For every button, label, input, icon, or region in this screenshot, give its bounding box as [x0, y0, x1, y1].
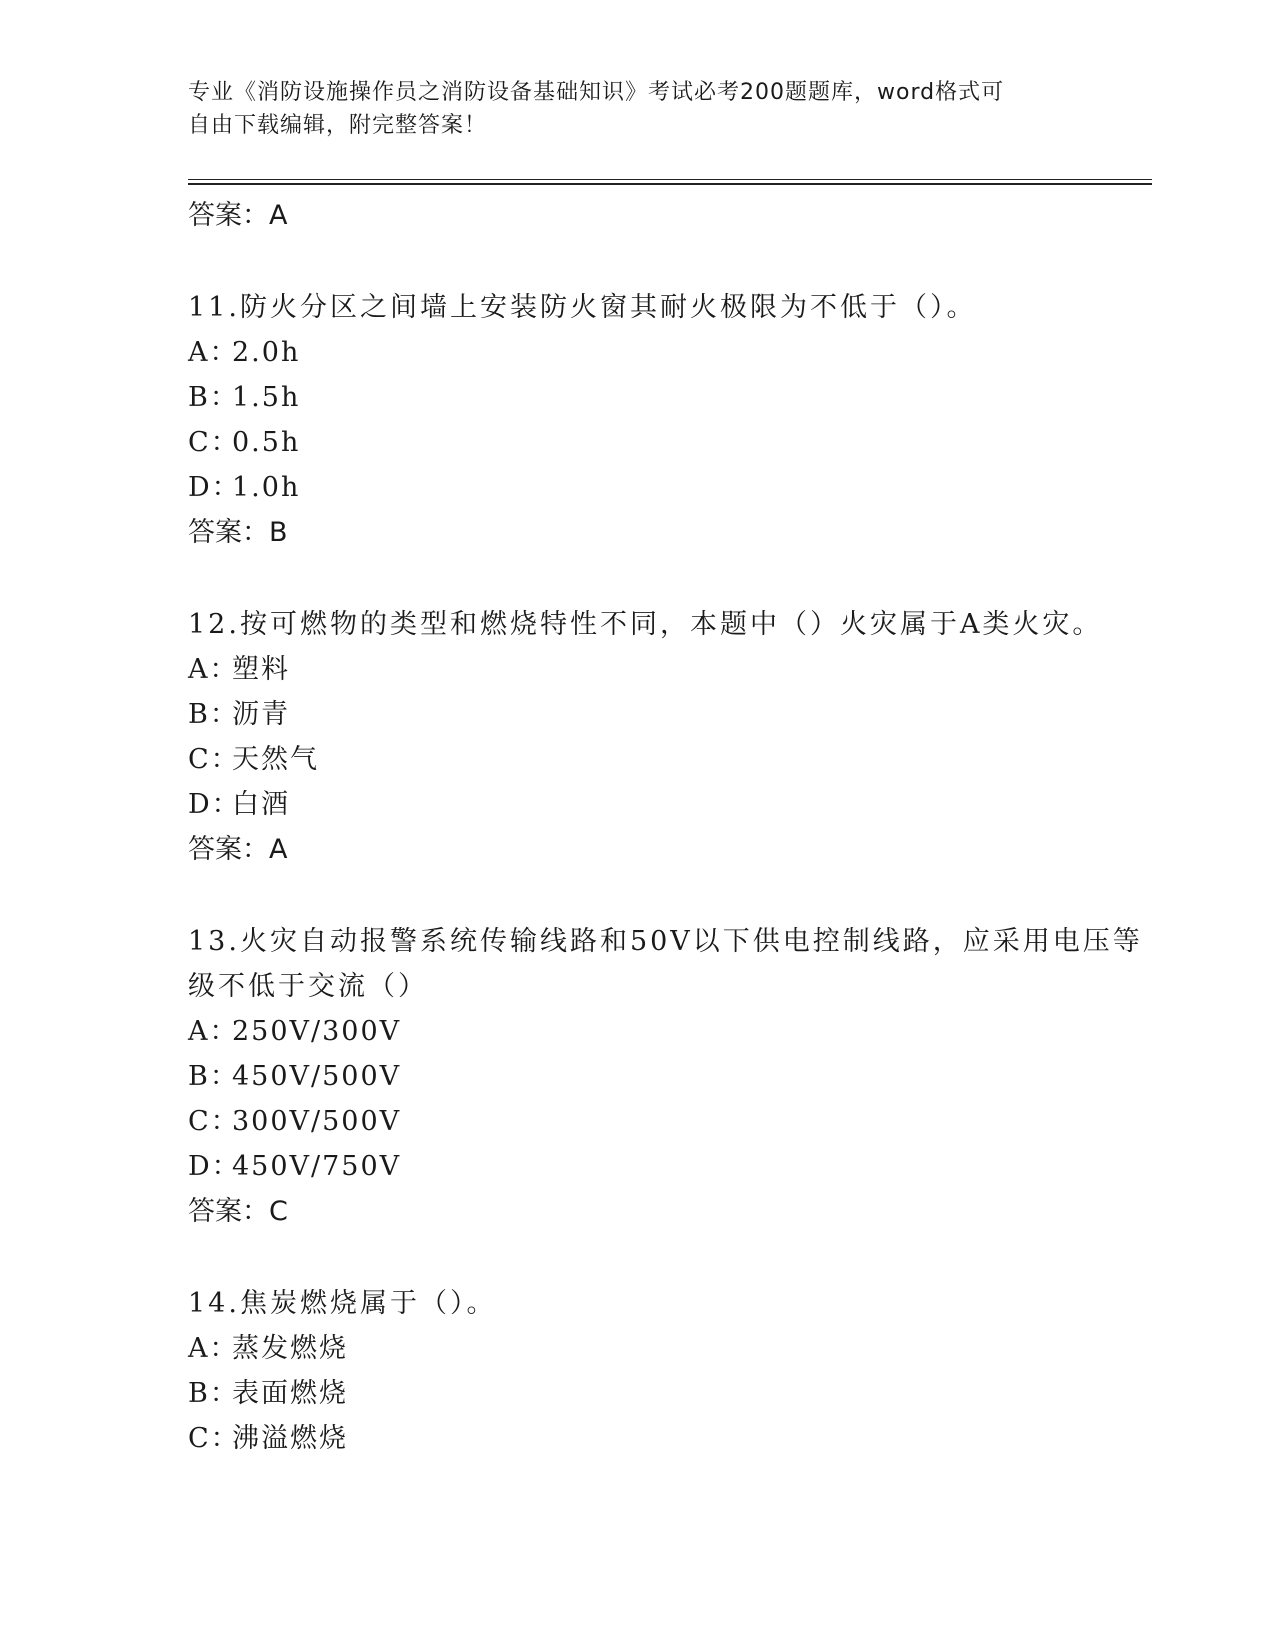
option-text: 300V/500V	[232, 1106, 402, 1137]
option-key: C：	[188, 1106, 240, 1137]
answer-line: 答案：A	[188, 834, 288, 865]
option-key: A：	[188, 654, 239, 685]
option-key: B：	[188, 699, 239, 730]
option-key: D：	[188, 1151, 241, 1182]
option-text: 沥青	[232, 699, 290, 730]
option-text: 沸溢燃烧	[232, 1423, 348, 1454]
option-b	[188, 1371, 1152, 1416]
option-text: 1.0h	[232, 472, 301, 503]
answer-line: 答案：C	[188, 1196, 288, 1227]
option-c	[188, 1416, 1152, 1461]
option-text: 2.0h	[232, 337, 301, 368]
header-divider-thin	[188, 179, 1152, 180]
question-stem: 14.焦炭燃烧属于（）。	[188, 1288, 497, 1319]
option-c	[188, 420, 1152, 465]
option-text: 蒸发燃烧	[232, 1333, 348, 1364]
option-b	[188, 1054, 1152, 1099]
option-b	[188, 375, 1152, 420]
option-text: 天然气	[232, 744, 319, 775]
option-text: 250V/300V	[232, 1016, 402, 1047]
question-14	[188, 1281, 1152, 1461]
option-text: 表面燃烧	[232, 1378, 348, 1409]
option-key: C：	[188, 1423, 240, 1454]
option-a	[188, 1009, 1152, 1054]
option-key: B：	[188, 382, 239, 413]
option-a	[188, 330, 1152, 375]
option-key: C：	[188, 427, 240, 458]
option-key: A：	[188, 1333, 239, 1364]
question-13	[188, 919, 1152, 1235]
question-list	[188, 193, 1152, 1461]
option-text: 450V/500V	[232, 1061, 402, 1092]
option-a	[188, 647, 1152, 692]
header-line-2: 自由下载编辑，附完整答案！	[188, 113, 488, 138]
option-key: B：	[188, 1378, 239, 1409]
option-c	[188, 1099, 1152, 1144]
header-divider-thick	[188, 183, 1152, 185]
question-12	[188, 602, 1152, 873]
question-stem: 12.按可燃物的类型和燃烧特性不同，本题中（）火灾属于A类火灾。	[188, 609, 1103, 640]
header-line-1: 专业《消防设施操作员之消防设备基础知识》考试必考200题题库，word格式可	[188, 80, 1005, 105]
answer-line: 答案：B	[188, 517, 288, 548]
option-text: 塑料	[232, 654, 290, 685]
option-key: B：	[188, 1061, 239, 1092]
option-key: C：	[188, 744, 240, 775]
option-key: D：	[188, 472, 241, 503]
document-header	[188, 76, 1088, 142]
question-stem: 11.防火分区之间墙上安装防火窗其耐火极限为不低于（）。	[188, 292, 977, 323]
option-key: D：	[188, 789, 241, 820]
option-text: 450V/750V	[232, 1151, 402, 1182]
option-text: 1.5h	[232, 382, 301, 413]
question-stem: 13.火灾自动报警系统传输线路和50V以下供电控制线路，应采用电压等级不低于交流（）	[188, 926, 1143, 1002]
question-11	[188, 285, 1152, 556]
option-text: 0.5h	[232, 427, 301, 458]
option-b	[188, 692, 1152, 737]
option-c	[188, 737, 1152, 782]
option-d	[188, 782, 1152, 827]
option-text: 白酒	[232, 789, 290, 820]
option-key: A：	[188, 1016, 239, 1047]
answer-line: 答案：A	[188, 200, 288, 231]
option-key: A：	[188, 337, 239, 368]
option-d	[188, 465, 1152, 510]
option-d	[188, 1144, 1152, 1189]
option-a	[188, 1326, 1152, 1371]
